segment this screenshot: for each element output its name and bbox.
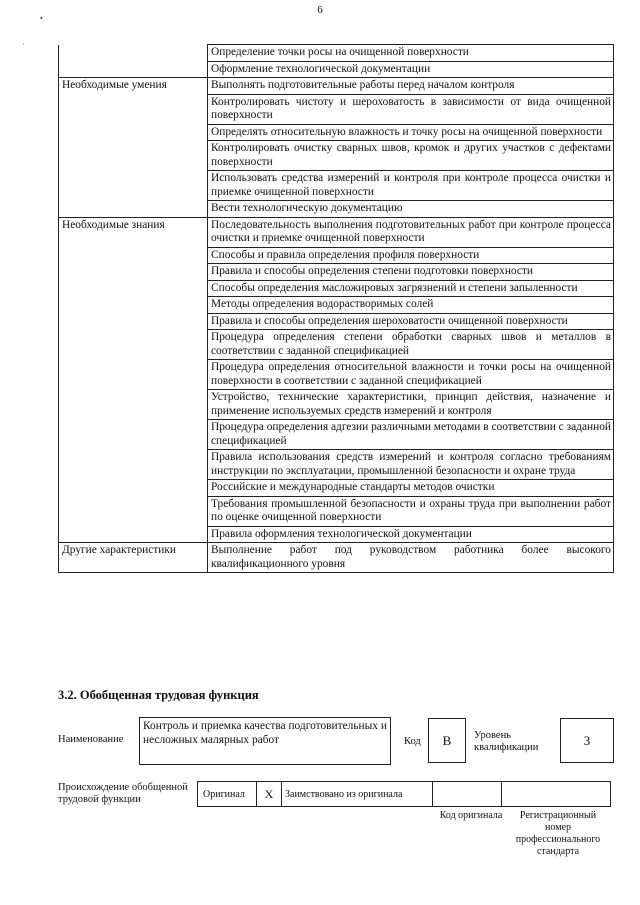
- item-cell: Использовать средства измерений и контроля при контроле процесса очистки и приемке очищенной поверхности: [208, 171, 614, 201]
- scan-speck: ·: [22, 40, 25, 49]
- item-cell: Вести технологическую документацию: [208, 201, 614, 218]
- table-row: [59, 264, 614, 281]
- table-row: [59, 450, 614, 480]
- item-cell: Определение точки росы на очищенной поверхности: [208, 45, 614, 62]
- table-row: [59, 390, 614, 420]
- item-cell: Устройство, технические характеристики, принцип действия, назначение и применение используемых средств измерений и контроля: [208, 390, 614, 420]
- scan-speck: •: [40, 14, 43, 23]
- item-cell: Выполнять подготовительные работы перед началом контроля: [208, 78, 614, 95]
- item-cell: Правила оформления технологической документации: [208, 526, 614, 543]
- table-row: [59, 496, 614, 526]
- original-label: Оригинал: [203, 788, 245, 800]
- reg-number-cell: [501, 781, 611, 807]
- table-row: [59, 360, 614, 390]
- original-mark: X: [264, 786, 274, 801]
- table-row: [59, 247, 614, 264]
- table-row: [59, 94, 614, 124]
- table-row: [59, 280, 614, 297]
- original-code-caption: Код оригинала: [439, 810, 503, 821]
- table-row: [59, 78, 614, 95]
- item-cell: Определять относительную влажность и точку росы на очищенной поверхности: [208, 124, 614, 141]
- level-label: Уровень квалификации: [474, 730, 539, 753]
- origin-label: Происхождение обобщенной трудовой функции: [58, 782, 188, 805]
- category-cell: [59, 141, 208, 171]
- table-row: [59, 330, 614, 360]
- code-label: Код: [404, 736, 421, 747]
- name-label: Наименование: [58, 734, 124, 745]
- item-cell: Контролировать очистку сварных швов, кромок и других участков с дефектами поверхности: [208, 141, 614, 171]
- category-cell: [59, 330, 208, 360]
- category-cell: [59, 360, 208, 390]
- item-cell: Правила использования средств измерений и контроля согласно требованиям инструкции по эксплуатации, промышленной безопасности и охране труда: [208, 450, 614, 480]
- table-row: [59, 526, 614, 543]
- reg-number-caption: Регистрационный номер профессионального стандарта: [515, 810, 601, 857]
- item-cell: Российские и международные стандарты методов очистки: [208, 480, 614, 497]
- category-cell: [59, 280, 208, 297]
- table-row: [59, 124, 614, 141]
- category-cell: [59, 247, 208, 264]
- category-cell: [59, 390, 208, 420]
- item-cell: Оформление технологической документации: [208, 61, 614, 78]
- category-cell: [59, 313, 208, 330]
- code-value-box: [428, 718, 466, 763]
- category-cell: Необходимые знания: [59, 217, 208, 247]
- item-cell: Выполнение работ под руководством работника более высокого квалификационного уровня: [208, 543, 614, 573]
- item-cell: Процедура определения относительной влажности и точки росы на очищенной поверхности в соответствии с заданной спецификацией: [208, 360, 614, 390]
- table-row: [59, 217, 614, 247]
- table-row: [59, 61, 614, 78]
- category-cell: [59, 171, 208, 201]
- category-cell: Другие характеристики: [59, 543, 208, 573]
- category-cell: [59, 526, 208, 543]
- borrowed-label: Заимствовано из оригинала: [285, 788, 403, 800]
- item-cell: Процедура определения степени обработки сварных швов и металлов в соответствии с заданной спецификацией: [208, 330, 614, 360]
- category-cell: [59, 496, 208, 526]
- category-cell: [59, 201, 208, 218]
- table-row: [59, 171, 614, 201]
- item-cell: Способы определения масложировых загрязнений и степени запыленности: [208, 280, 614, 297]
- category-cell: [59, 264, 208, 281]
- table-row: [59, 141, 614, 171]
- category-cell: [59, 124, 208, 141]
- origin-row: [198, 781, 611, 807]
- function-name-value: Контроль и приемка качества подготовительных и несложных малярных работ: [143, 720, 387, 746]
- category-cell: [59, 45, 208, 62]
- item-cell: Последовательность выполнения подготовительных работ при контроле процесса очистки и приемке очищенной поверхности: [208, 217, 614, 247]
- category-cell: [59, 450, 208, 480]
- level-value-box: [560, 718, 614, 763]
- original-cell: [197, 781, 257, 807]
- page-number: 6: [317, 4, 323, 16]
- section-title: 3.2. Обобщенная трудовая функция: [58, 688, 259, 702]
- skills-knowledge-table: [58, 44, 614, 573]
- item-cell: Методы определения водорастворимых солей: [208, 297, 614, 314]
- function-name-box: [139, 717, 391, 765]
- table-row: [59, 201, 614, 218]
- table-row: [59, 543, 614, 573]
- table-row: [59, 313, 614, 330]
- item-cell: Способы и правила определения профиля поверхности: [208, 247, 614, 264]
- category-cell: [59, 61, 208, 78]
- table-row: [59, 420, 614, 450]
- level-value: 3: [583, 732, 591, 748]
- original-code-cell: [432, 781, 502, 807]
- category-cell: [59, 94, 208, 124]
- item-cell: Процедура определения адгезии различными методами в соответствии с заданной спецификацией: [208, 420, 614, 450]
- item-cell: Требования промышленной безопасности и охраны труда при выполнении работ по оценке очищенной поверхности: [208, 496, 614, 526]
- category-cell: Необходимые умения: [59, 78, 208, 95]
- table-row: [59, 45, 614, 62]
- category-cell: [59, 420, 208, 450]
- category-cell: [59, 297, 208, 314]
- borrowed-cell: [281, 781, 433, 807]
- code-value: В: [442, 732, 452, 748]
- table-row: [59, 297, 614, 314]
- table-row: [59, 480, 614, 497]
- item-cell: Правила и способы определения степени подготовки поверхности: [208, 264, 614, 281]
- item-cell: Контролировать чистоту и шероховатость в зависимости от вида очищенной поверхности: [208, 94, 614, 124]
- original-mark-cell: [256, 781, 282, 807]
- item-cell: Правила и способы определения шероховатости очищенной поверхности: [208, 313, 614, 330]
- category-cell: [59, 480, 208, 497]
